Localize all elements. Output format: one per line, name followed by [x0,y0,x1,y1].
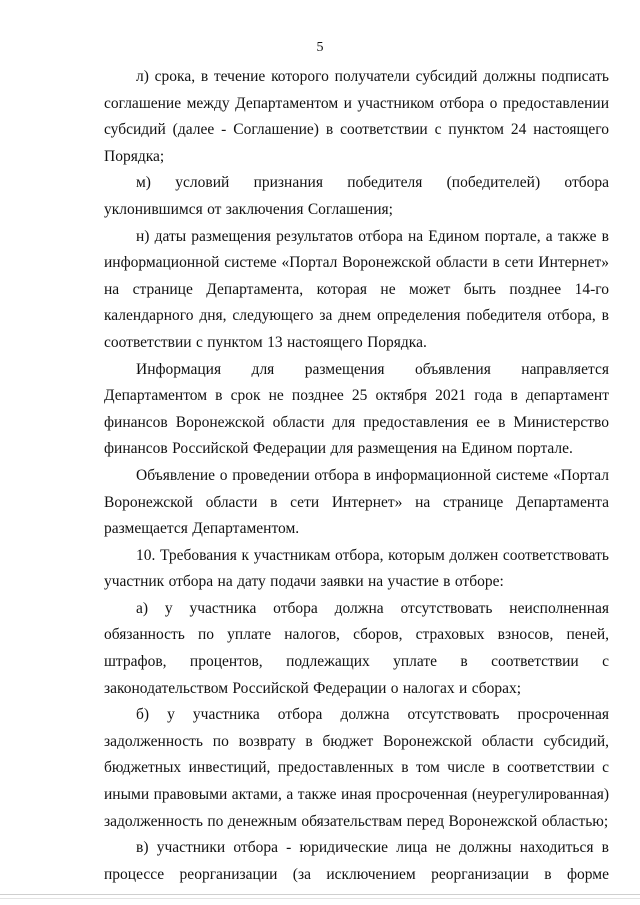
paragraph-a-tax-obligations: а) у участника отбора должна отсутствовать неисполненная обязанность по уплате налогов, сборов, страховых взносов, пеней, штрафов, процентов, подлежащих уплате в соответствии с законодательством Российской Федерации о налогах и сборах; [104,599,609,697]
scan-bottom-edge [0,894,640,899]
paragraph-b-overdue-debt: б) у участника отбора должна отсутствовать просроченная задолженность по возврату в бюджет Воронежской области субсидий, бюджетных инвестиций, предоставленных в том числе в соответствии с иными правовыми актами, а также иная просроченная (неурегулированная) задолженность по денежным обязательствам перед Воронежской областью; [104,706,609,830]
paragraph-announcement-info-submission: Информация для размещения объявления направляется Департаментом в срок не позднее 25 октября 2021 года в департамент финансов Воронежской области для предоставления ее в Министерство финансов Российской Федерации для размещения на Едином портале. [104,360,609,458]
paragraph-m-winner-evasion-conditions: м) условий признания победителя (победителей) отбора уклонившимся от заключения Соглашения; [104,174,609,218]
paragraph-v-reorganization: в) участники отбора - юридические лица не должны находиться в процессе реорганизации (за исключением реорганизации в форме [104,839,609,883]
page-number: 5 [316,40,324,55]
paragraph-10-participant-requirements: 10. Требования к участникам отбора, которым должен соответствовать участник отбора на дату подачи заявки на участие в отборе: [104,546,609,591]
paragraph-l-signing-deadline: л) срока, в течение которого получатели субсидий должны подписать соглашение между Департаментом и участником отбора о предоставлении субсидий (далее - Соглашение) в соответствии с пунктом 24 настоящего Порядка; [104,68,609,165]
paragraph-announcement-publication: Объявление о проведении отбора в информационной системе «Портал Воронежской области в сети Интернет» на странице Департамента размещается Департаментом. [104,466,609,538]
document-body [104,64,609,888]
paragraph-n-results-publication-dates: н) даты размещения результатов отбора на Едином портале, а также в информационной системе «Портал Воронежской области в сети Интернет» на странице Департамента, которая не может быть позднее 14-го календарного дня, следующего за днем определения победителя отбора, в соответствии с пунктом 13 настоящего Порядка. [104,227,609,351]
